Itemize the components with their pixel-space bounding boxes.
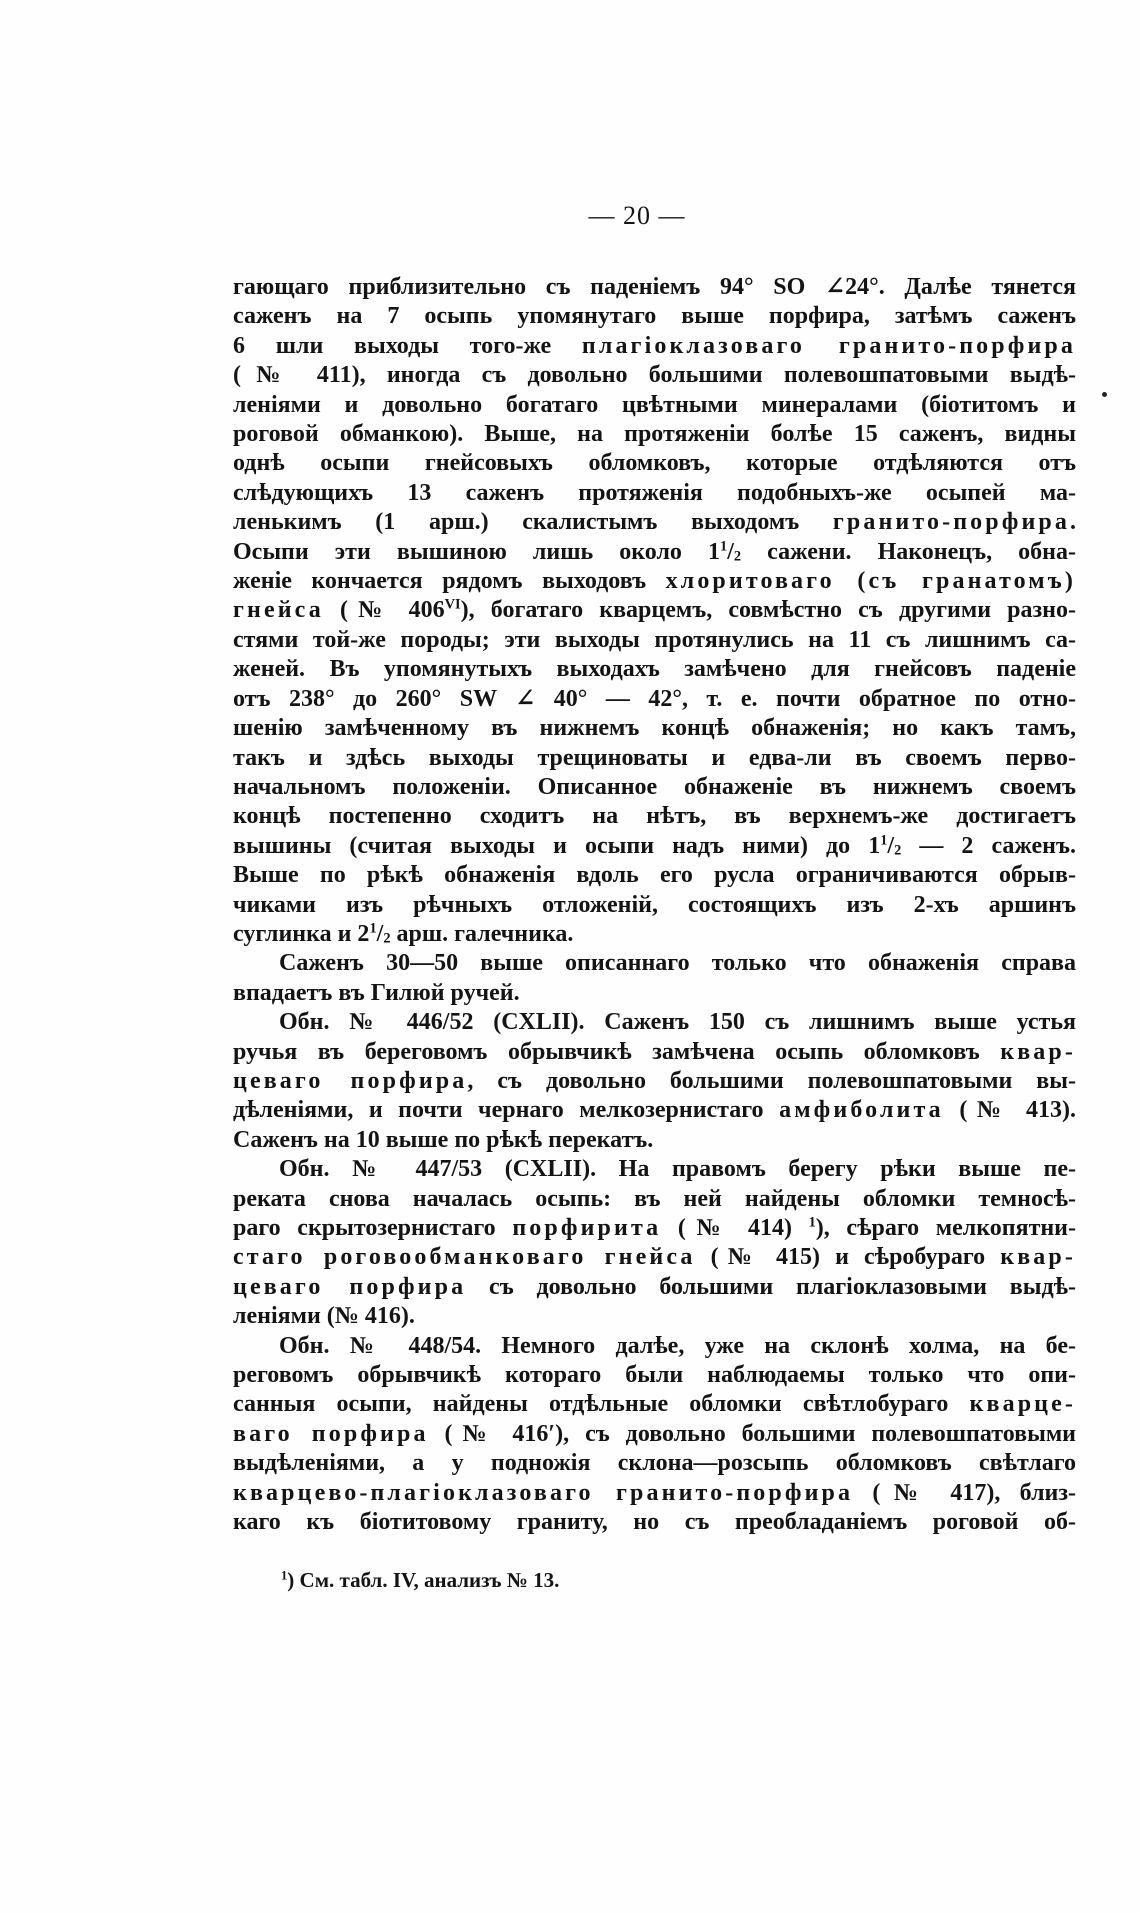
text-run: дѣленіями, и почти чернаго мелкозернистаго — [233, 1097, 780, 1124]
text-run: / — [376, 920, 384, 947]
text-line — [233, 714, 1076, 743]
text-run: ручья въ береговомъ обрывчикѣ замѣчена осыпь обломковъ — [233, 1038, 1001, 1065]
text-line — [233, 1390, 1076, 1419]
text-line — [233, 1038, 1076, 1067]
superscript: 1 — [720, 538, 728, 555]
text-run: женіе кончается рядомъ выходовъ — [233, 568, 666, 595]
spaced-text: цеваго порфира — [233, 1067, 468, 1094]
page-number: — 20 — — [588, 201, 686, 230]
superscript: VI — [444, 596, 461, 613]
spaced-text: порфирита — [512, 1215, 662, 1241]
spaced-text: цеваго порфира — [233, 1273, 467, 1300]
text-line — [233, 1361, 1076, 1390]
superscript: 1 — [880, 832, 888, 849]
paragraph — [233, 949, 1076, 1008]
spaced-text: стаго роговообманковаго гнейса — [233, 1244, 696, 1271]
text-run: арш. галечника. — [390, 920, 574, 947]
text-line — [233, 891, 1076, 920]
paragraph — [233, 1008, 1076, 1155]
text-line — [233, 802, 1076, 831]
text-line — [233, 508, 1076, 537]
text-run: (№ 411), иногда съ довольно большими полевошпатовыми выдѣ- — [233, 362, 1076, 389]
text-run: Саженъ на 10 выше по рѣкѣ перекатъ. — [233, 1126, 654, 1153]
text-line — [233, 1273, 1076, 1302]
text-line — [233, 1479, 1076, 1508]
superscript: 1 — [369, 920, 377, 937]
text-line — [233, 420, 1076, 449]
spaced-text: гнейса — [233, 597, 324, 624]
text-line — [233, 1449, 1076, 1478]
spaced-text: хлоритоваго (съ гранатомъ) — [665, 568, 1077, 595]
text-run: (№ 417), близ- — [853, 1479, 1076, 1506]
text-run: начальномъ положеніи. Описанное обнаженіе въ нижнемъ своемъ — [233, 773, 1076, 800]
main-text — [233, 273, 1076, 1537]
text-line — [233, 861, 1076, 890]
text-line — [233, 273, 1076, 302]
text-line — [233, 1214, 1076, 1243]
text-run: впадаетъ въ Гилюй ручей. — [233, 979, 520, 1006]
text-line — [233, 1126, 1076, 1155]
text-line — [233, 979, 1076, 1008]
spaced-text: кварцево-плагіоклазоваго гранито-порфира — [233, 1479, 854, 1506]
text-line — [233, 832, 1076, 861]
text-line — [233, 538, 1076, 567]
spaced-text: кварце- — [969, 1391, 1076, 1418]
text-line — [233, 744, 1076, 773]
text-run: съ довольно большими плагіоклазовыми выдѣ- — [466, 1273, 1076, 1300]
text-run: шенію замѣченному въ нижнемъ концѣ обнаженія; но какъ тамъ, — [233, 715, 1076, 742]
text-run: , съ довольно большими полевошпатовыми вы- — [467, 1067, 1076, 1094]
spaced-text: ваго порфира — [233, 1420, 429, 1447]
text-line — [233, 332, 1076, 361]
ink-speck — [1102, 392, 1107, 397]
text-line — [233, 479, 1076, 508]
text-run: суглинка и 2 — [233, 920, 370, 947]
text-run: ), сѣраго мелкопятни- — [815, 1215, 1077, 1241]
text-run: ), богатаго кварцемъ, совмѣстно съ другими разно- — [460, 597, 1076, 624]
paragraph — [233, 1155, 1076, 1331]
superscript: 1 — [281, 1568, 288, 1583]
footnote — [281, 1567, 559, 1593]
text-run: выдѣленіями, а у подножія склона—розсыпь обломковъ свѣтлаго — [233, 1450, 1076, 1477]
text-line — [233, 1155, 1076, 1184]
text-run: концѣ постепенно сходитъ на нѣтъ, въ верхнемъ-же достигаетъ — [233, 803, 1076, 830]
text-run: 6 шли выходы того-же — [233, 332, 582, 359]
text-run: каго къ біотитовому граниту, но съ преобладаніемъ роговой об- — [233, 1509, 1076, 1536]
text-run: отъ 238° до 260° SW ∠ 40° — 42°, т. е. почти обратное по отно- — [233, 685, 1076, 712]
text-line — [233, 449, 1076, 478]
text-run: реговомъ обрывчикѣ котораго были наблюдаемы только что опи- — [233, 1362, 1076, 1389]
text-run: (№ 415) и сѣробураго — [695, 1244, 1001, 1271]
subscript: 2 — [733, 548, 742, 565]
text-line — [233, 1243, 1076, 1272]
text-run: Осыпи эти вышиною лишь около 1 — [233, 538, 721, 565]
text-run: реката снова началась осыпь: въ ней найдены обломки темносѣ- — [233, 1185, 1076, 1212]
text-run: женей. Въ упомянутыхъ выходахъ замѣчено для гнейсовъ паденіе — [233, 656, 1076, 683]
text-line — [233, 391, 1076, 420]
spaced-text: гранито-порфира — [832, 509, 1070, 536]
text-run: Обн. № 448/54. Немного далѣе, уже на склонѣ холма, на бе- — [279, 1332, 1076, 1359]
text-line — [233, 302, 1076, 331]
text-line — [233, 1096, 1076, 1125]
text-run: / — [887, 832, 895, 859]
text-line — [233, 626, 1076, 655]
superscript: 1 — [808, 1214, 816, 1231]
text-run: однѣ осыпи гнейсовыхъ обломковъ, которые отдѣляются отъ — [233, 450, 1076, 477]
text-line — [233, 655, 1076, 684]
text-line — [233, 685, 1076, 714]
text-line — [233, 949, 1076, 978]
text-run: такъ и здѣсь выходы трещиноваты и едва-ли въ своемъ перво- — [233, 744, 1076, 771]
text-run: саженъ на 7 осыпь упомянутаго выше порфира, затѣмъ саженъ — [233, 303, 1076, 330]
spaced-text: квар- — [1000, 1244, 1076, 1271]
text-line — [233, 596, 1076, 625]
spaced-text: плагіоклазоваго гранито-порфира — [581, 332, 1076, 359]
text-line — [233, 1302, 1076, 1331]
text-run: гающаго приблизительно съ паденіемъ 94° SO ∠24°. Далѣе тянется — [233, 274, 1076, 300]
text-line — [233, 1008, 1076, 1037]
text-run: Обн. № 446/52 (CXLII). Саженъ 150 съ лишнимъ выше устья — [279, 1009, 1076, 1036]
text-run: / — [727, 538, 734, 565]
text-run: сажени. Наконецъ, обна- — [741, 538, 1076, 565]
text-run: раго скрытозернистаго — [233, 1215, 513, 1241]
text-line — [233, 1508, 1076, 1537]
paragraph — [233, 273, 1076, 949]
text-run: роговой обманкою). Выше, на протяженіи болѣе 15 саженъ, видны — [233, 421, 1076, 448]
spaced-text: квар- — [1000, 1038, 1076, 1065]
text-run: вышины (считая выходы и осыпи надъ ними) до 1 — [233, 832, 881, 859]
text-line — [233, 1185, 1076, 1214]
text-line — [233, 920, 1076, 949]
text-run: ленькимъ (1 арш.) скалистымъ выходомъ — [233, 509, 833, 536]
text-run: Саженъ 30—50 выше описаннаго только что обнаженія справа — [279, 950, 1076, 977]
text-run: леніями (№ 416). — [233, 1303, 415, 1330]
paragraph — [233, 1332, 1076, 1538]
text-run: ) См. табл. IV, анализъ № 13. — [287, 1568, 560, 1592]
text-run: санныя осыпи, найдены отдѣльные обломки свѣтлобураго — [233, 1391, 970, 1418]
text-run: слѣдующихъ 13 саженъ протяженія подобныхъ-же осыпей ма- — [233, 479, 1076, 506]
text-run: (№ 414) — [661, 1215, 809, 1241]
text-run: (№ 413). — [943, 1097, 1076, 1124]
text-line — [233, 361, 1076, 390]
text-run: Обн. № 447/53 (CXLII). На правомъ берегу рѣки выше пе- — [279, 1156, 1076, 1183]
text-run: леніями и довольно богатаго цвѣтными минералами (біотитомъ и — [233, 391, 1076, 418]
text-line — [233, 773, 1076, 802]
text-run: стями той-же породы; эти выходы протянулись на 11 съ лишнимъ са- — [233, 626, 1076, 653]
spaced-text: амфиболита — [779, 1097, 944, 1124]
subscript: 2 — [894, 842, 902, 859]
text-run: (№ 416′), съ довольно большими полевошпатовыми — [428, 1420, 1076, 1447]
text-line — [233, 1067, 1076, 1096]
text-run: — 2 саженъ. — [901, 832, 1076, 859]
text-run: Выше по рѣкѣ обнаженія вдоль его русла ограничиваются обрыв- — [233, 862, 1076, 889]
text-line — [233, 1332, 1076, 1361]
text-line — [233, 1420, 1076, 1449]
text-run: (№ 406 — [323, 597, 445, 624]
text-run: чиками изъ рѣчныхъ отложеній, состоящихъ изъ 2-хъ аршинъ — [233, 891, 1076, 918]
text-line — [233, 567, 1076, 596]
subscript: 2 — [383, 930, 391, 947]
text-run: . — [1070, 509, 1076, 536]
